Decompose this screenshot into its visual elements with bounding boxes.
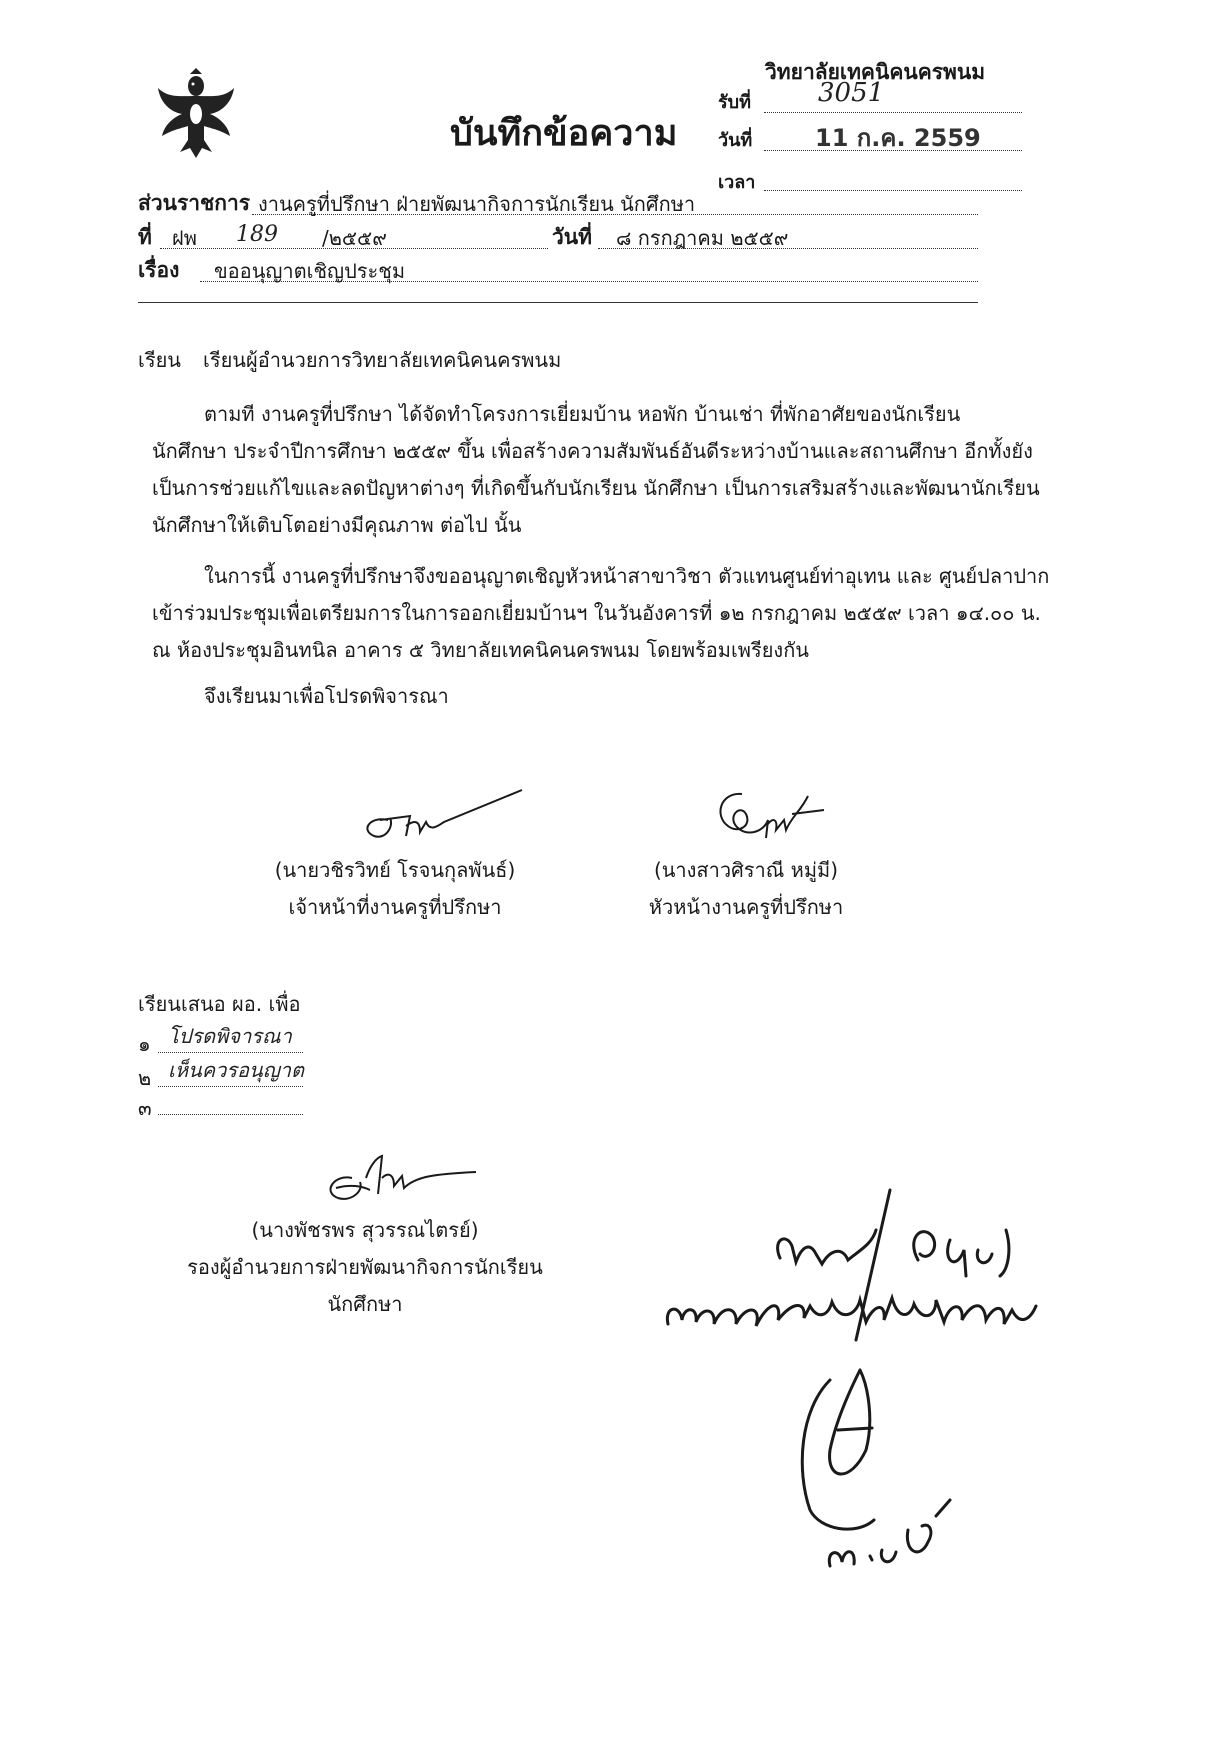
left-signer-position: เจ้าหน้าที่งานครูที่ปรึกษา <box>288 895 502 919</box>
director-handwritten-note <box>660 1180 1060 1600</box>
stamp-time-label: เวลา <box>718 172 756 193</box>
paragraph-1-line: นักศึกษา ประจำปีการศึกษา ๒๕๕๙ ขึ้น เพื่อสร้างความสัมพันธ์อันดีระหว่างบ้านและสถานศึกษา อีกทั้งยัง <box>152 439 1033 463</box>
paragraph-1-line: นักศึกษาให้เติบโตอย่างมีคุณภาพ ต่อไป นั้น <box>152 513 522 537</box>
stamp-received-label: รับที่ <box>718 92 751 113</box>
right-signer-name: (นางสาวศิราณี หมู่มี) <box>653 858 839 882</box>
forward-item-2-text: เห็นควรอนุญาต <box>168 1058 304 1082</box>
forward-item-3-line <box>158 1114 303 1115</box>
paragraph-2-line: ณ ห้องประชุมอินทนิล อาคาร ๕ วิทยาลัยเทคนิคนครพนม โดยพร้อมเพรียงกัน <box>152 638 809 662</box>
forward-item-1-line <box>158 1052 303 1053</box>
deputy-signer <box>150 1212 580 1323</box>
dept-label: ส่วนราชการ <box>138 191 251 215</box>
stamp-date: 11 ก.ค. 2559 <box>815 124 981 152</box>
signature-deputy <box>316 1148 486 1204</box>
ref-prefix: ฝพ <box>172 226 197 250</box>
forward-item-2-number: ๒ <box>138 1066 152 1090</box>
memo-title: บันทึกข้อความ <box>450 113 678 154</box>
subject-value: ขออนุญาตเชิญประชุม <box>214 259 406 283</box>
header-divider <box>138 302 978 303</box>
stamp-time-line <box>764 190 1022 191</box>
left-signer <box>250 852 540 926</box>
subject-label: เรื่อง <box>138 258 180 282</box>
ref-label: ที่ <box>138 225 152 249</box>
forward-item-2-line <box>158 1086 303 1087</box>
left-signer-name: (นายวชิรวิทย์ โรจนกุลพันธ์) <box>274 858 516 882</box>
paragraph-1 <box>152 396 1092 544</box>
memo-date-label: วันที่ <box>552 225 592 249</box>
ref-year: /๒๕๕๙ <box>322 226 387 250</box>
right-signer-position: หัวหน้างานครูที่ปรึกษา <box>648 895 844 919</box>
salutation-label: เรียน <box>138 348 181 372</box>
salutation: เรียนผู้อำนวยการวิทยาลัยเทคนิคนครพนม <box>203 348 562 372</box>
paragraph-2-line: ในการนี้ งานครูที่ปรึกษาจึงขออนุญาตเชิญหัวหน้าสาขาวิชา ตัวแทนศูนย์ท่าอุเทน และ ศูนย์ปลาปาก <box>204 564 1050 588</box>
stamp-received-number: 3051 <box>818 78 885 108</box>
garuda-emblem <box>150 68 242 160</box>
right-signer <box>606 852 886 926</box>
closing: จึงเรียนมาเพื่อโปรดพิจารณา <box>204 684 449 708</box>
paragraph-2-line: เข้าร่วมประชุมเพื่อเตรียมการในการออกเยี่ยมบ้านฯ ในวันอังคารที่ ๑๒ กรกฎาคม ๒๕๕๙ เวลา ๑๔.๐๐ น. <box>152 601 1041 625</box>
forward-item-3-number: ๓ <box>138 1096 152 1120</box>
stamp-received-line <box>764 112 1022 113</box>
forward-item-1-text: โปรดพิจารณา <box>168 1024 292 1048</box>
ref-number: 189 <box>236 222 278 247</box>
dept-value: งานครูที่ปรึกษา ฝ่ายพัฒนากิจการนักเรียน นักศึกษา <box>258 192 696 216</box>
paragraph-1-line: ตามที งานครูที่ปรึกษา ได้จัดทำโครงการเยี่ยมบ้าน หอพัก บ้านเช่า ที่พักอาศัยของนักเรียน <box>204 402 961 426</box>
paragraph-2 <box>152 558 1092 669</box>
signature-left <box>350 786 530 846</box>
forward-item-1-number: ๑ <box>138 1032 151 1056</box>
memo-date: ๘ กรกฎาคม ๒๕๕๙ <box>616 226 789 250</box>
stamp-org: วิทยาลัยเทคนิคนครพนม <box>765 60 986 84</box>
signature-right <box>706 786 836 850</box>
deputy-signer-position: รองผู้อำนวยการฝ่ายพัฒนากิจการนักเรียน นักศึกษา <box>187 1255 543 1316</box>
paragraph-1-line: เป็นการช่วยแก้ไขและลดปัญหาต่างๆ ที่เกิดขึ้นกับนักเรียน นักศึกษา เป็นการเสริมสร้างและพัฒนานักเรียน <box>152 476 1040 500</box>
deputy-signer-name: (นางพัชรพร สุวรรณไตรย์) <box>251 1218 479 1242</box>
stamp-date-label: วันที่ <box>718 130 753 151</box>
forward-heading: เรียนเสนอ ผอ. เพื่อ <box>138 992 301 1016</box>
